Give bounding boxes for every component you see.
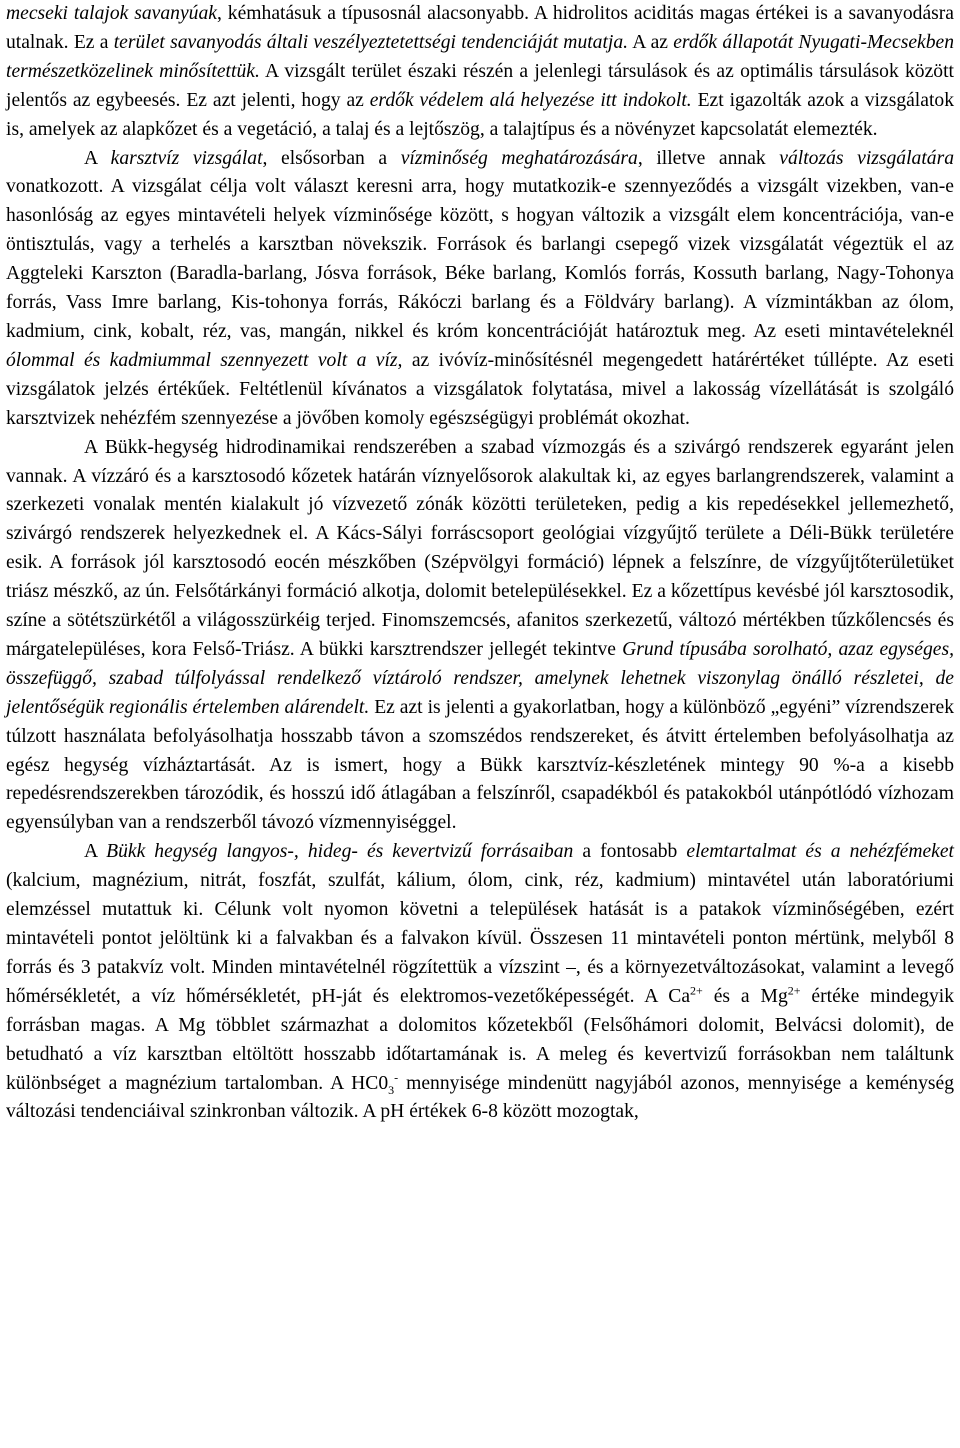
body-text: értéke mindegyik forrásban magas. A Mg többlet származhat a dolomitos kőzetekből (Felsőhámori dolomit, Belvácsi dolomit), de betudható a víz karsztban eltöltött hosszabb időtartamának is. A meleg és kevertvizű forrásokban nem találtunk különbséget a magnézium tartalomban. A HC0: [6, 985, 954, 1094]
paragraph: [6, 434, 954, 839]
subscript-text: 3: [388, 1082, 395, 1097]
italic-text: vízminőség meghatározására: [400, 147, 638, 169]
italic-text: állapotát Nyugati-Mecsekben természetközelinek minősítettük.: [6, 31, 954, 82]
body-text: A: [84, 147, 111, 169]
italic-text: terület savanyodás általi veszélyeztetettségi tendenciáját mutatja.: [113, 31, 629, 53]
italic-text: erdők védelem alá helyezése itt indokolt.: [369, 89, 692, 111]
body-text: , illetve annak: [637, 147, 780, 169]
italic-text: változás vizsgálatára: [779, 147, 955, 169]
italic-text: Grund típusába sorolható, azaz egységes, összefüggő, szabad túlfolyással rendelkező víztároló rendszer, amelynek lehetnek viszonylag önálló részletei, de jelentőségük regionális értelemben alárendelt.: [6, 638, 954, 718]
body-text: A vizsgált terület északi részén a jelenlegi társulások és az optimális társulások között jelentős az egybeesés. Ez azt jelenti, hogy az: [6, 60, 954, 111]
body-text: mennyisége mindenütt nagyjából azonos, mennyisége a keménység változási tendenciáival szinkronban változik. A pH értékek 6-8 között mozogtak,: [6, 1072, 954, 1123]
body-text: , elsősorban a: [262, 147, 401, 169]
body-text: , kémhatásuk a típusosnál alacsonyabb. A hidrolitos aciditás magas értékei is a savanyodásra utalnak. Ez a: [6, 3, 954, 53]
body-text: Ez azt is jelenti a gyakorlatban, hogy a különböző „egyéni” vízrendszerek túlzott használata befolyásolhatja hosszabb távon a szomszédos rendszereket, és átvitt értelemben befolyásolhatja az egész hegység vízháztartását. Az is ismert, hogy a Bükk karsztvíz-készletének mintegy 90 %-a a kisebb repedésrendszerekben tározódik, és hosszú idő átlagában a felszínről, csapadékból és patakokból utánpótlódó vízhozam egyensúlyban van a rendszerből távozó vízmennyiséggel.: [6, 696, 955, 834]
italic-text: erdők: [673, 31, 718, 53]
body-text: és a Mg: [702, 985, 788, 1007]
paragraph: [6, 0, 954, 145]
body-text: A: [84, 841, 107, 863]
superscript-text: 2+: [690, 983, 703, 998]
body-text: vonatkozott. A vizsgálat célja volt választ keresni arra, hogy mutatkozik-e szennyeződés a vizsgált vizekben, van-e hasonlóság az egyes mintavételi helyek vízminősége között, s hogyan változik a vizsgált elem koncentrációja, van-e öntisztulás, vagy a terhelés a karsztban növekszik. Források és barlangi csepegő vizek vizsgálatát végeztük el az Aggteleki Karszton (Baradla-barlang, Jósva források, Béke barlang, Komlós forrás, Kossuth barlang, Nagy-Tohonya forrás, Vass Imre barlang, Kis-tohonya forrás, Rákóczi barlang és a Földváry barlang). A vízmintákban az ólom, kadmium, cink, kobalt, réz, vas, mangán, nikkel és króm koncentrációját határoztuk meg. Az eseti mintavételeknél: [6, 176, 954, 342]
superscript-text: -: [394, 1070, 399, 1084]
body-text: (kalcium, magnézium, nitrát, foszfát, szulfát, kálium, ólom, cink, réz, kadmium) mintavétel után laboratóriumi elemzéssel mutattuk ki. Célunk volt nyomon követni a települések hatását is a patakok vízminőségében, ezért mintavételi pontot jelöltünk ki a falvakban és a falvakon kívül. Összesen 11 mintavételi ponton mértünk, melyből 8 forrás és 3 patakvíz volt. Minden mintavételnél rögzítettük a vízszint –, és a környezetváltozásokat, valamint a levegő hőmérsékletét, a víz hőmérsékletét, pH-ját és elektromos-vezetőképességét. A Ca: [6, 870, 954, 1007]
body-text: A az: [628, 31, 674, 53]
italic-text: elemtartalmat és a nehézfémeket: [686, 841, 954, 863]
paragraph: [6, 838, 954, 1127]
italic-text: Bükk hegység langyos-, hideg- és kevertvizű forrásaiban: [106, 841, 574, 863]
italic-text: mecseki talajok savanyúak: [6, 3, 217, 24]
body-text: Ezt igazolták azok a vizsgálatok is, amelyek az alapkőzet és a vegetáció, a talaj és a lejtőszög, a talajtípus és a növényzet kapcsolatát elemezték.: [6, 89, 954, 140]
paragraph: [6, 145, 954, 434]
body-text: a fontosabb: [573, 841, 687, 863]
superscript-text: 2+: [787, 983, 801, 998]
italic-text: karsztvíz vizsgálat: [110, 147, 263, 169]
body-text: az ivóvíz-minősítésnél megengedett határértéket túllépte. Az eseti vizsgálatok jelzés értékűek. Feltétlenül kívánatos a vizsgálatok folytatása, mivel a lakosság vízellátását is szolgáló karsztvizek nehézfém szennyezése a jövőben komoly egészségügyi problémát okozhat.: [6, 349, 955, 429]
document-page: [6, 0, 954, 1127]
italic-text: ólommal és kadmiummal szennyezett volt a víz,: [6, 349, 403, 371]
body-text: A Bükk-hegység hidrodinamikai rendszerében a szabad vízmozgás és a szivárgó rendszerek egyaránt jelen vannak. A vízzáró és a karsztosodó kőzetek határán víznyelősorok alakultak ki, az egyes barlangrendszerek, valamint a szerkezeti vonalak mentén kialakult jó vízvezető zónák közötti területeken, pedig a kis repedésekkel jellemezhető, szivárgó rendszerek helyezkednek el. A Kács-Sályi forráscsoport geológiai vízgyűjtő területe a Déli-Bükk területére esik. A források jól karsztosodó eocén mészkőben (Szépvölgyi formáció) lépnek a felszínre, de vízgyűjtőterületüket triász mészkő, az ún. Felsőtárkányi formáció alkotja, dolomit betelepülésekkel. Ez a kőzettípus kevésbé jól karsztosodik, színe a sötétszürkétől a világosszürkéig terjed. Finomszemcsés, afanitos szerkezetű, változó mértékben tűzkőlencsés és márgatelepüléses, kora Felső-Triász. A bükki karsztrendszer jellegét tekintve: [6, 436, 954, 660]
